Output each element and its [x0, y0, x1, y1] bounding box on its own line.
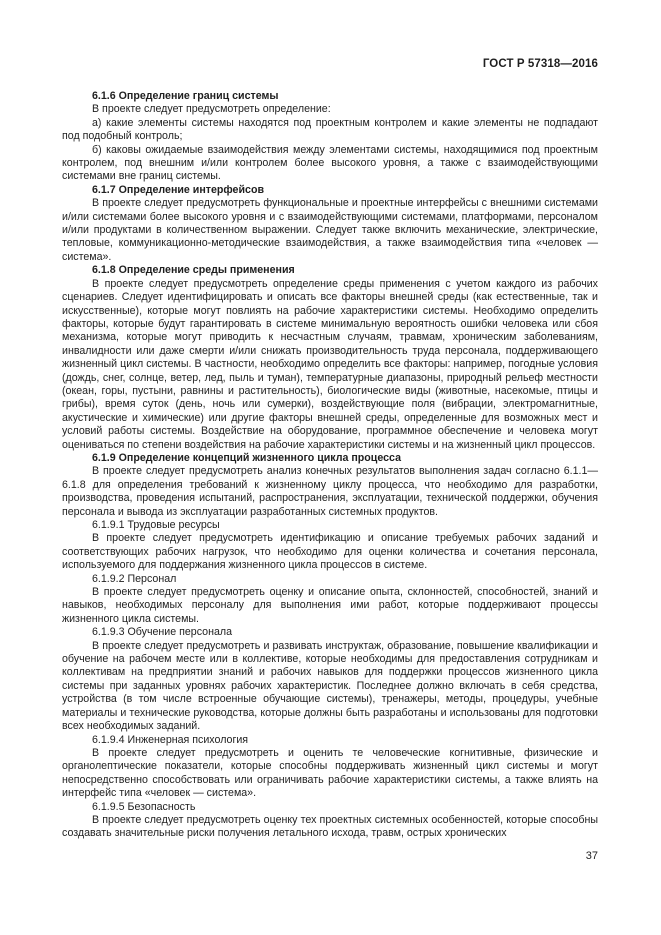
paragraph: В проекте следует предусмотреть определение среды применения с учетом каждого из рабочих сценариев. Следует идентифицировать и описать все факторы внешней среды (как естественные, так и искусственные), которые могут повлиять на рабочие характеристики системы. Необходимо определить факторы, которые будут гарантировать в системе минимальную вероятность ошибки человека или сбоя механизма, которые могут приводить к несчастным случаям, травмам, хроническим заболеваниям, инвалидности или даже смерти и/или снижать производительность труда персонала, поддерживающего жизненный цикл системы. В частности, необходимо определить все факторы: например, погодные условия (дождь, снег, солнце, ветер, лед, пыль и туман), температурные диапазоны, природный рельеф местности (океан, горы, пустыни, равнины и растительность), биологические виды (животные, насекомые, птицы и грибы), время суток (день, ночь или сумерки), воздействующие поля (вибрации, электромагнитные, акустические и химические) или другие факторы внешней среды, определенные для возможных мест и условий работы системы. Воздействие на оборудование, программное обеспечение и человека могут оцениваться по степени воздействия на рабочие характеристики системы и на жизненный цикл процессов.	[62, 277, 598, 451]
subsection-heading: 6.1.9.3 Обучение персонала	[92, 626, 232, 639]
section-heading: 6.1.8 Определение среды применения	[92, 264, 295, 277]
section-heading: 6.1.6 Определение границ системы	[92, 90, 279, 102]
paragraph: В проекте следует предусмотреть анализ конечных результатов выполнения задач согласно 6.1.1—6.1.8 для определения требований к жизненному циклу процесса, что необходимо для разработки, производства, проведения испытаний, распространения, эксплуатации, технической поддержки, обучения персонала и вывода из эксплуатации разработанных системных продуктов.	[62, 465, 598, 518]
document-body	[62, 90, 598, 841]
list-item: а) какие элементы системы находятся под проектным контролем и какие элементы не подпадают под подобный контроль;	[62, 116, 598, 143]
paragraph: В проекте следует предусмотреть идентификацию и описание требуемых рабочих заданий и соответствующих рабочих нагрузок, что необходимо для оценки количества и сочетания персонала, используемого для поддержания жизненного цикла процессов в системе.	[62, 532, 598, 572]
subsection-heading: 6.1.9.4 Инженерная психология	[92, 733, 249, 746]
section-heading: 6.1.7 Определение интерфейсов	[92, 183, 264, 196]
list-item: б) каковы ожидаемые взаимодействия между элементами системы, находящимися под проектным контролем, под внешним и/или контролем более высокого уровня, а также с взаимодействующими системами вне границ системы.	[62, 143, 598, 183]
paragraph: В проекте следует предусмотреть функциональные и проектные интерфейсы с внешними системами и/или системами более высокого уровня и с взаимодействующими системами, платформами, персоналом и/или продуктами в количественном выражении. Следует также включить механические, электрические, тепловые, коммуникационно-методические взаимодействия, а также взаимодействия типа «человек — система».	[62, 197, 598, 263]
paragraph: В проекте следует предусмотреть оценку и описание опыта, склонностей, способностей, знаний и навыков, необходимых персоналу для выполнения ими работ, которые поддерживают процессы жизненного цикла системы.	[62, 586, 598, 625]
subsection-heading: 6.1.9.5 Безопасность	[92, 800, 196, 813]
section-heading: 6.1.9 Определение концепций жизненного цикла процесса	[92, 451, 401, 464]
paragraph: В проекте следует предусмотреть определение:	[92, 103, 331, 116]
subsection-heading: 6.1.9.1 Трудовые ресурсы	[92, 519, 220, 531]
paragraph: В проекте следует предусмотреть и оценить те человеческие когнитивные, физические и органолептические показатели, которые способны поддерживать жизненный цикл системы и могут непосредственно способствовать или ограничивать рабочие характеристики системы, а также влиять на интерфейс типа «человек — система».	[62, 746, 598, 800]
standard-code: ГОСТ Р 57318—2016	[482, 58, 598, 70]
subsection-heading: 6.1.9.2 Персонал	[92, 572, 177, 585]
page-number: 37	[585, 850, 598, 862]
paragraph: В проекте следует предусмотреть и развивать инструктаж, образование, повышение квалификации и обучение на рабочем месте или в коллективе, которые необходимы для предоставления сотрудникам и коллективам на предприятии знаний и рабочих навыков для поддержки процессов жизненного цикла системы при заданных уровнях рабочих характеристик. Последнее должно включать в себя средства, устройства (в том числе встроенные обучающие системы), тренажеры, методы, процедуры, учебные материалы и технические руководства, которые должны быть разработаны и использованы для подготовки всех необходимых заданий.	[62, 639, 598, 733]
paragraph: В проекте следует предусмотреть оценку тех проектных системных особенностей, которые способны создавать значительные риски получения летального исхода, травм, острых хронических	[62, 813, 598, 840]
